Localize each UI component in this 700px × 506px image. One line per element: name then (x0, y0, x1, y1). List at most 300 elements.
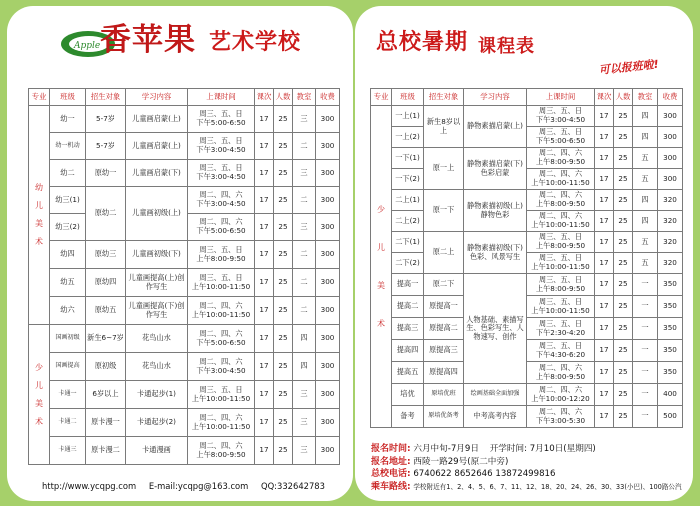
table-row (29, 187, 340, 214)
time-hours: 上午10:00-11:50 (191, 421, 251, 431)
time-days: 周三、五、日 (199, 244, 243, 254)
count-cell: 25 (614, 127, 633, 148)
sessions-cell: 17 (255, 187, 274, 214)
time-cell (188, 437, 255, 465)
room-cell: 四 (293, 325, 316, 353)
time-days: 周三、五、日 (538, 127, 583, 137)
class-cell: 一上(1) (392, 106, 424, 127)
enrollment-info (371, 443, 682, 493)
sessions-cell: 17 (255, 133, 274, 160)
slogan: 可以报班啦! (598, 57, 660, 77)
left-schedule-table (28, 88, 340, 465)
fee-cell: 300 (316, 214, 340, 241)
room-cell: 二 (293, 133, 316, 160)
time-cell (527, 148, 595, 169)
fee-cell: 300 (316, 269, 340, 297)
sessions-cell: 17 (595, 169, 614, 190)
target-cell: 原提高四 (424, 362, 464, 384)
count-cell: 25 (614, 340, 633, 362)
fee-cell: 320 (658, 190, 683, 211)
count-cell: 25 (274, 106, 293, 133)
time-days: 周三、五、日 (199, 109, 243, 119)
time-cell (527, 340, 595, 362)
time-cell (188, 325, 255, 353)
room-cell: 三 (293, 160, 316, 187)
time-hours: 下午3:00-4:50 (535, 115, 586, 124)
sessions-cell: 17 (595, 148, 614, 169)
col-content: 学习内容 (126, 89, 188, 106)
content-cell: 儿童画启蒙(上) (126, 133, 188, 160)
sessions-cell: 17 (595, 106, 614, 127)
count-cell: 25 (274, 409, 293, 437)
phone-label: 总校电话: (371, 469, 411, 480)
fee-cell: 350 (658, 362, 683, 384)
time-days: 周三、五、日 (538, 106, 583, 116)
time-cell (188, 381, 255, 409)
page-title: 总校暑期 (376, 30, 469, 55)
count-cell: 25 (614, 253, 633, 274)
target-cell: 原培优备考 (424, 406, 464, 428)
svg-text:Apple: Apple (74, 41, 101, 51)
col-target: 招生对象 (86, 89, 126, 106)
class-cell: 二上(1) (392, 190, 424, 211)
time-days: 周三、五、日 (538, 340, 583, 350)
count-cell: 25 (274, 353, 293, 381)
sessions-cell: 17 (595, 406, 614, 428)
count-cell: 25 (274, 160, 293, 187)
sessions-cell: 17 (595, 362, 614, 384)
room-cell: 四 (633, 106, 658, 127)
sessions-cell: 17 (595, 296, 614, 318)
fee-cell: 350 (658, 318, 683, 340)
major-char: 少 (35, 362, 43, 372)
contact-footer (42, 481, 335, 491)
page-subtitle: 课程表 (478, 36, 535, 57)
time-cell (188, 160, 255, 187)
room-cell: 一 (633, 362, 658, 384)
bus-label: 乘车路线: (371, 481, 411, 492)
time-hours: 上午10:00-11:50 (191, 309, 251, 319)
fee-cell: 300 (658, 127, 683, 148)
time-days: 周三、五、日 (538, 318, 583, 328)
content-cell: 绘画基础全面加强 (464, 384, 527, 406)
time-cell (527, 169, 595, 190)
count-cell: 25 (274, 241, 293, 269)
table-row (371, 274, 683, 296)
time-cell (527, 384, 595, 406)
table-row (29, 160, 340, 187)
class-cell: 卡通三 (50, 437, 86, 465)
col-major: 专业 (371, 89, 392, 106)
fee-cell: 500 (658, 406, 683, 428)
fee-cell: 300 (316, 297, 340, 325)
class-cell: 幼三(1) (50, 187, 86, 214)
table-row (29, 381, 340, 409)
count-cell: 25 (614, 296, 633, 318)
fee-cell: 320 (658, 211, 683, 232)
bus-value: 学校附近有1、2、4、5、6、7、11、12、18、20、24、26、30、33(小巴)、100路公汽 (413, 482, 682, 491)
room-cell: 二 (293, 241, 316, 269)
sessions-cell: 17 (255, 106, 274, 133)
address-label: 报名地址: (371, 456, 411, 467)
time-cell (188, 297, 255, 325)
col-time: 上课时间 (527, 89, 595, 106)
room-cell: 一 (633, 274, 658, 296)
class-cell: 二下(1) (392, 232, 424, 253)
room-cell: 三 (293, 437, 316, 465)
target-cell: 原初级 (86, 353, 126, 381)
fee-cell: 300 (316, 325, 340, 353)
fee-cell: 320 (658, 232, 683, 253)
room-cell: 五 (633, 232, 658, 253)
target-cell: 原一上 (424, 148, 464, 190)
time-hours: 上午10:00-11:50 (531, 178, 590, 187)
table-row (29, 353, 340, 381)
room-cell: 五 (633, 169, 658, 190)
table-row (29, 106, 340, 133)
time-hours: 上午8:00-9:50 (535, 283, 586, 293)
table-row (371, 253, 683, 274)
sessions-cell: 17 (255, 437, 274, 465)
count-cell: 25 (614, 190, 633, 211)
target-cell: 原幼四 (86, 269, 126, 297)
class-cell: 卡通二 (50, 409, 86, 437)
time-days: 周二、四、六 (538, 406, 583, 416)
col-sessions: 课次 (595, 89, 614, 106)
fee-cell: 320 (658, 253, 683, 274)
fee-cell: 350 (658, 296, 683, 318)
time-hours: 上午8:00-9:50 (196, 253, 246, 263)
target-cell: 原一下 (424, 190, 464, 232)
sessions-cell: 17 (595, 340, 614, 362)
count-cell: 25 (614, 211, 633, 232)
count-cell: 25 (274, 214, 293, 241)
time-hours: 上午10:00-11:50 (531, 262, 590, 271)
fee-cell: 300 (658, 169, 683, 190)
class-cell: 一下(2) (392, 169, 424, 190)
content-cell: 静物素描初级(下)色彩、风景写生 (464, 232, 527, 274)
col-major: 专业 (29, 89, 50, 106)
time-cell (527, 211, 595, 232)
col-content: 学习内容 (464, 89, 527, 106)
room-cell: 一 (633, 318, 658, 340)
time-cell (527, 318, 595, 340)
target-cell: 原幼三 (86, 241, 126, 269)
fee-cell: 300 (658, 106, 683, 127)
count-cell: 25 (614, 406, 633, 428)
count-cell: 25 (614, 318, 633, 340)
major-text (372, 191, 390, 343)
class-cell: 幼三(2) (50, 214, 86, 241)
room-cell: 一 (633, 384, 658, 406)
count-cell: 25 (614, 148, 633, 169)
table-row (371, 211, 683, 232)
count-cell: 25 (614, 232, 633, 253)
time-days: 周三、五、日 (538, 296, 583, 306)
major-text (30, 179, 48, 251)
time-days: 周三、五、日 (538, 232, 583, 242)
count-cell: 25 (614, 274, 633, 296)
col-count: 人数 (614, 89, 633, 106)
sessions-cell: 17 (255, 241, 274, 269)
content-cell: 花鸟山水 (126, 325, 188, 353)
content-cell: 儿童画初级(下) (126, 241, 188, 269)
time-days: 周二、四、六 (199, 440, 243, 450)
count-cell: 25 (614, 106, 633, 127)
time-days: 周二、四、六 (538, 148, 583, 158)
time-days: 周二、四、六 (538, 362, 583, 372)
col-count: 人数 (274, 89, 293, 106)
sessions-cell: 17 (595, 190, 614, 211)
major-label (371, 106, 392, 428)
target-cell: 5-7岁 (86, 133, 126, 160)
col-class: 班级 (392, 89, 424, 106)
time-hours: 下午5:00-6:50 (196, 118, 246, 127)
time-days: 周二、四、六 (199, 328, 243, 338)
class-cell: 二下(2) (392, 253, 424, 274)
time-days: 周三、五、日 (199, 163, 243, 173)
room-cell: 一 (633, 296, 658, 318)
time-cell (527, 253, 595, 274)
col-fee: 收费 (316, 89, 340, 106)
time-hours: 上午10:00-12:20 (531, 393, 590, 403)
time-hours: 上午8:00-9:50 (196, 449, 246, 459)
sessions-cell: 17 (595, 253, 614, 274)
time-days: 周三、五、日 (538, 253, 583, 263)
school-name: 艺术学校 (209, 30, 302, 55)
count-cell: 25 (274, 437, 293, 465)
fee-cell: 300 (316, 353, 340, 381)
content-cell: 人物基础、素描写生、色彩写生、人物速写、创作 (464, 274, 527, 384)
time-days: 周三、五、日 (538, 274, 583, 284)
content-cell: 儿童画启蒙(下) (126, 160, 188, 187)
time-days: 周二、四、六 (538, 190, 583, 200)
time-hours: 下午4:30-6:20 (535, 349, 586, 359)
col-room: 教室 (293, 89, 316, 106)
time-days: 周三、五、日 (199, 136, 243, 146)
sessions-cell: 17 (255, 381, 274, 409)
time-days: 周三、五、日 (199, 384, 243, 394)
time-days: 周二、四、六 (538, 169, 583, 179)
time-hours: 下午3:00-4:50 (196, 172, 246, 181)
room-cell: 三 (293, 106, 316, 133)
phone-line (371, 468, 682, 481)
class-cell: 培优 (392, 384, 424, 406)
content-cell: 卡通起步(1) (126, 381, 188, 409)
table-row (371, 340, 683, 362)
class-cell: 幼一机动 (50, 133, 86, 160)
time-cell (188, 353, 255, 381)
major-label (29, 106, 50, 325)
email-link[interactable]: E-mail:ycqpg@163.com (148, 481, 249, 491)
fee-cell: 350 (658, 340, 683, 362)
major-char: 美 (35, 219, 43, 228)
time-days: 周二、四、六 (538, 211, 583, 221)
sessions-cell: 17 (255, 269, 274, 297)
class-cell: 一上(2) (392, 127, 424, 148)
col-target: 招生对象 (424, 89, 464, 106)
table-row (371, 406, 683, 428)
bus-line (371, 481, 682, 494)
time-hours: 上午8:00-9:50 (535, 199, 586, 208)
col-room: 教室 (633, 89, 658, 106)
content-cell: 静物素描启蒙(下)色彩启蒙 (464, 148, 527, 190)
col-time: 上课时间 (188, 89, 255, 106)
count-cell: 25 (614, 362, 633, 384)
major-char: 美 (377, 280, 385, 290)
class-cell: 卡通一 (50, 381, 86, 409)
time-days: 周二、四、六 (199, 356, 243, 366)
fee-cell: 300 (316, 160, 340, 187)
major-char: 儿 (35, 201, 43, 210)
table-row (371, 106, 683, 127)
content-cell: 中考高考内容 (464, 406, 527, 428)
room-cell: 五 (633, 148, 658, 169)
table-header-row (371, 89, 683, 106)
time-cell (527, 296, 595, 318)
room-cell: 五 (633, 253, 658, 274)
fee-cell: 300 (316, 437, 340, 465)
website-link[interactable]: http://www.ycqpg.com (42, 481, 137, 491)
target-cell: 原二上 (424, 232, 464, 274)
room-cell: 四 (633, 127, 658, 148)
time-hours: 下午3:00-4:50 (196, 145, 246, 154)
content-cell: 卡通漫画 (126, 437, 188, 465)
room-cell: 四 (293, 353, 316, 381)
target-cell: 原培优班 (424, 384, 464, 406)
content-cell: 儿童画启蒙(上) (126, 106, 188, 133)
time-days: 周三、五、日 (199, 272, 243, 282)
fee-cell: 400 (658, 384, 683, 406)
count-cell: 25 (614, 169, 633, 190)
table-row (371, 232, 683, 253)
table-row (371, 190, 683, 211)
room-cell: 四 (633, 190, 658, 211)
table-row (29, 269, 340, 297)
table-row (371, 362, 683, 384)
content-cell: 静物素描启蒙(上) (464, 106, 527, 148)
target-cell: 原卡漫一 (86, 409, 126, 437)
table-row (29, 297, 340, 325)
time-cell (188, 409, 255, 437)
major-char: 儿 (35, 380, 43, 390)
room-cell: 二 (293, 297, 316, 325)
time-hours: 上午10:00-11:50 (191, 281, 251, 291)
target-cell: 原提高一 (424, 296, 464, 318)
time-hours: 下午5:00-6:50 (196, 337, 246, 347)
target-cell: 原幼二 (86, 187, 126, 241)
major-text (30, 359, 48, 431)
signup-time-value: 六月中旬-7月9日 (413, 444, 479, 454)
sessions-cell: 17 (595, 384, 614, 406)
time-cell (188, 241, 255, 269)
target-cell: 原卡漫二 (86, 437, 126, 465)
time-hours: 下午5:00-6:50 (196, 226, 246, 235)
table-row (371, 127, 683, 148)
time-cell (188, 106, 255, 133)
time-cell (527, 274, 595, 296)
fee-cell: 300 (316, 133, 340, 160)
address-line (371, 456, 682, 469)
target-cell: 原提高三 (424, 340, 464, 362)
time-hours: 上午8:00-9:50 (535, 371, 586, 381)
phone-value: 6740622 8652646 13872499816 (413, 469, 556, 480)
time-hours: 下午3:00-4:50 (196, 199, 246, 208)
class-cell: 备考 (392, 406, 424, 428)
time-hours: 上午10:00-11:50 (531, 305, 590, 315)
sessions-cell: 17 (255, 160, 274, 187)
class-cell: 国画初级 (50, 325, 86, 353)
major-char: 少 (377, 204, 385, 214)
sessions-cell: 17 (255, 297, 274, 325)
sessions-cell: 17 (595, 232, 614, 253)
signup-time-line (371, 443, 682, 456)
table-row (371, 384, 683, 406)
table-row (29, 241, 340, 269)
class-cell: 一下(1) (392, 148, 424, 169)
table-row (29, 133, 340, 160)
fee-cell: 300 (316, 187, 340, 214)
major-char: 术 (35, 237, 43, 246)
room-cell: 二 (293, 187, 316, 214)
major-char: 儿 (377, 242, 385, 252)
class-cell: 幼六 (50, 297, 86, 325)
fee-cell: 300 (316, 381, 340, 409)
target-cell: 原提高二 (424, 318, 464, 340)
time-cell (527, 190, 595, 211)
sessions-cell: 17 (255, 353, 274, 381)
content-cell: 卡通起步(2) (126, 409, 188, 437)
table-row (371, 169, 683, 190)
content-cell: 静物素描初级(上)静物色彩 (464, 190, 527, 232)
school-start-value: 7月10日(星期四) (529, 444, 596, 454)
time-cell (188, 214, 255, 241)
time-days: 周二、四、六 (199, 412, 243, 422)
signup-time-label: 报名时间: (371, 444, 411, 454)
time-hours: 上午10:00-11:50 (531, 220, 590, 229)
logo-name: 香苹果 (100, 22, 196, 58)
major-label (29, 325, 50, 465)
content-cell: 儿童画初级(上) (126, 187, 188, 241)
time-hours: 下午5:00-6:50 (535, 136, 586, 145)
table-row (371, 318, 683, 340)
time-cell (527, 406, 595, 428)
time-hours: 上午8:00-9:50 (535, 241, 586, 250)
count-cell: 25 (614, 384, 633, 406)
sessions-cell: 17 (255, 214, 274, 241)
sessions-cell: 17 (595, 127, 614, 148)
content-cell: 花鸟山水 (126, 353, 188, 381)
time-hours: 下午3:00-5:30 (535, 415, 586, 425)
target-cell: 新生8岁以上 (424, 106, 464, 148)
time-days: 周二、四、六 (538, 384, 583, 394)
class-cell: 幼一 (50, 106, 86, 133)
address-value: 西陵一路29号(原二中旁) (413, 456, 509, 467)
time-days: 周二、四、六 (199, 300, 243, 310)
sessions-cell: 17 (595, 211, 614, 232)
sessions-cell: 17 (595, 318, 614, 340)
room-cell: 二 (293, 269, 316, 297)
content-cell: 儿童画提高(上)创作写生 (126, 269, 188, 297)
sessions-cell: 17 (255, 325, 274, 353)
fee-cell: 300 (316, 106, 340, 133)
time-hours: 下午3:00-4:50 (196, 365, 246, 375)
count-cell: 25 (274, 381, 293, 409)
count-cell: 25 (274, 297, 293, 325)
class-cell: 幼五 (50, 269, 86, 297)
major-char: 幼 (35, 183, 43, 192)
right-schedule-table (370, 88, 683, 428)
